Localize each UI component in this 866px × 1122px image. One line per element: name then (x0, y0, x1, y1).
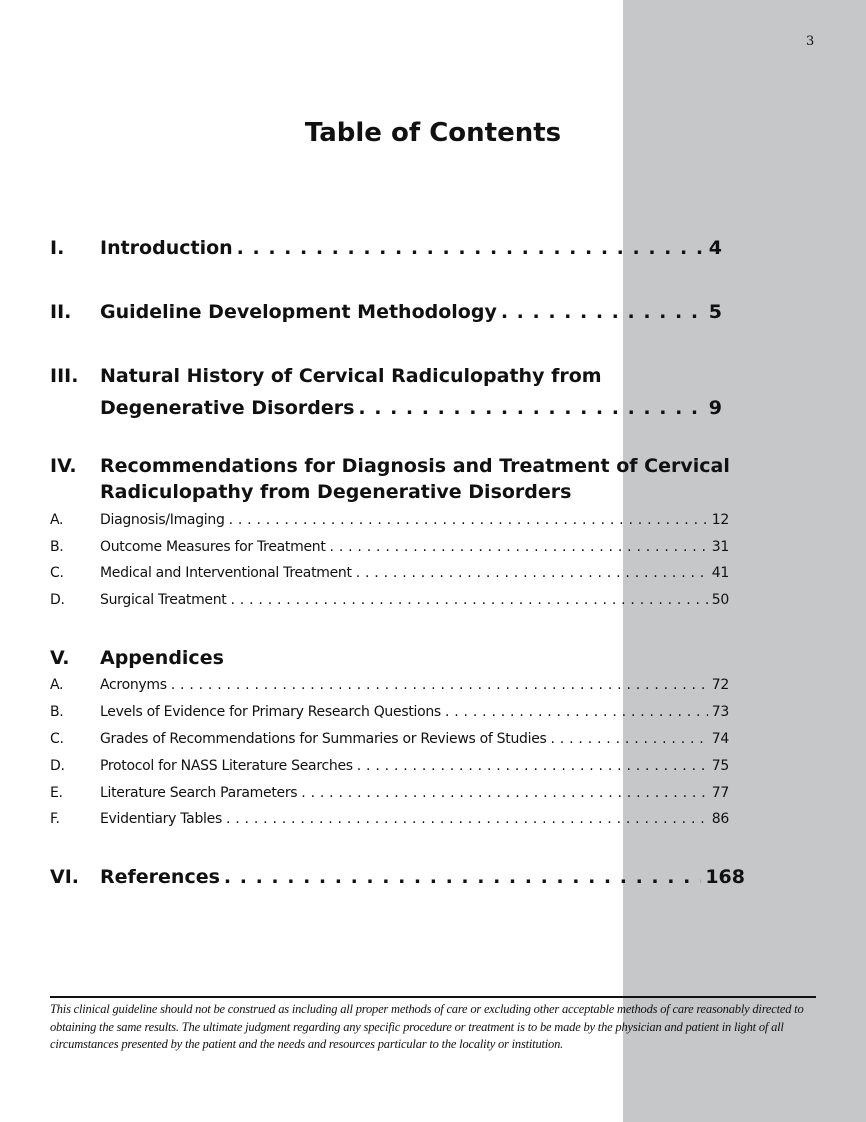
toc-subentry[interactable] (50, 758, 729, 774)
section-number: V. (50, 647, 70, 669)
dot-leader (229, 512, 708, 528)
toc-entry-references[interactable] (50, 866, 745, 888)
section-number: IV. (50, 455, 77, 477)
dot-leader (237, 237, 705, 259)
dot-leader (356, 565, 708, 581)
item-letter: F. (50, 811, 60, 827)
dot-leader (301, 785, 708, 801)
dot-leader (551, 731, 708, 747)
section-number: II. (50, 301, 72, 323)
item-title: Acronyms (100, 677, 167, 693)
disclaimer-text: This clinical guideline should not be construed as including all proper methods of care or excluding other acceptable methods of care reasonably directed to obtaining the same results. The ultimate judgment regarding any specific procedure or treatment is to be made by the physician and patient in light of all circumstances presented by the patient and the needs and resources particular to the locality or institution. (50, 1002, 804, 1051)
section-heading-appendices (50, 647, 224, 669)
footer-divider (50, 996, 816, 998)
toc-subentry[interactable] (50, 565, 729, 581)
section-title: Appendices (100, 647, 224, 669)
item-letter: B. (50, 539, 64, 555)
toc-subentry[interactable] (50, 539, 729, 555)
toc-subentry[interactable] (50, 677, 729, 693)
page-ref: 73 (711, 704, 729, 720)
page-ref: 41 (711, 565, 729, 581)
page-ref: 74 (711, 731, 729, 747)
section-title: Introduction (100, 237, 233, 259)
section-number: III. (50, 365, 79, 387)
page-ref: 72 (711, 677, 729, 693)
section-heading-iii (50, 365, 602, 387)
dot-leader (358, 397, 704, 419)
toc-subentry[interactable] (50, 811, 729, 827)
toc-subentry[interactable] (50, 592, 729, 608)
toc-entry-introduction[interactable] (50, 237, 722, 259)
section-title: Radiculopathy from Degenerative Disorders (100, 481, 572, 503)
page-title: Table of Contents (304, 118, 562, 148)
item-title: Medical and Interventional Treatment (100, 565, 352, 581)
dot-leader (231, 592, 708, 608)
section-heading-iv-line2 (50, 481, 571, 503)
section-title: References (100, 866, 220, 888)
item-letter: C. (50, 565, 64, 581)
item-title: Outcome Measures for Treatment (100, 539, 326, 555)
section-title: Degenerative Disorders (100, 397, 355, 419)
item-title: Evidentiary Tables (100, 811, 222, 827)
page-ref: 77 (711, 785, 729, 801)
page-ref: 75 (711, 758, 729, 774)
section-heading-iv (50, 455, 730, 477)
item-title: Grades of Recommendations for Summaries or Reviews of Studies (100, 731, 547, 747)
dot-leader (226, 811, 708, 827)
item-letter: C. (50, 731, 64, 747)
page-ref: 31 (711, 539, 729, 555)
item-letter: D. (50, 592, 65, 608)
page-ref: 5 (708, 301, 722, 323)
dot-leader (224, 866, 701, 888)
section-title: Guideline Development Methodology (100, 301, 497, 323)
page-ref: 9 (708, 397, 722, 419)
page-ref: 4 (708, 237, 722, 259)
section-title-line1: Recommendations for Diagnosis and Treatment of Cervical (100, 455, 730, 477)
dot-leader (357, 758, 708, 774)
item-letter: B. (50, 704, 64, 720)
item-title: Protocol for NASS Literature Searches (100, 758, 353, 774)
page-ref: 168 (705, 866, 745, 888)
item-title: Surgical Treatment (100, 592, 227, 608)
toc-subentry[interactable] (50, 731, 729, 747)
item-letter: D. (50, 758, 65, 774)
toc-entry-natural-history[interactable] (50, 397, 722, 419)
item-title: Diagnosis/Imaging (100, 512, 225, 528)
item-title: Levels of Evidence for Primary Research Questions (100, 704, 441, 720)
item-letter: A. (50, 677, 64, 693)
toc-subentry[interactable] (50, 785, 729, 801)
toc-subentry[interactable] (50, 512, 729, 528)
item-title: Literature Search Parameters (100, 785, 298, 801)
section-number: VI. (50, 866, 79, 888)
dot-leader (445, 704, 708, 720)
side-band (623, 0, 866, 1122)
section-title-line1: Natural History of Cervical Radiculopathy from (100, 365, 602, 387)
dot-leader (330, 539, 708, 555)
page-number: 3 (806, 34, 815, 49)
page-ref: 86 (711, 811, 729, 827)
item-letter: E. (50, 785, 63, 801)
page-ref: 12 (711, 512, 729, 528)
toc-entry-methodology[interactable] (50, 301, 722, 323)
page-ref: 50 (711, 592, 729, 608)
dot-leader (501, 301, 705, 323)
section-number: I. (50, 237, 65, 259)
toc-subentry[interactable] (50, 704, 729, 720)
dot-leader (171, 677, 708, 693)
item-letter: A. (50, 512, 64, 528)
